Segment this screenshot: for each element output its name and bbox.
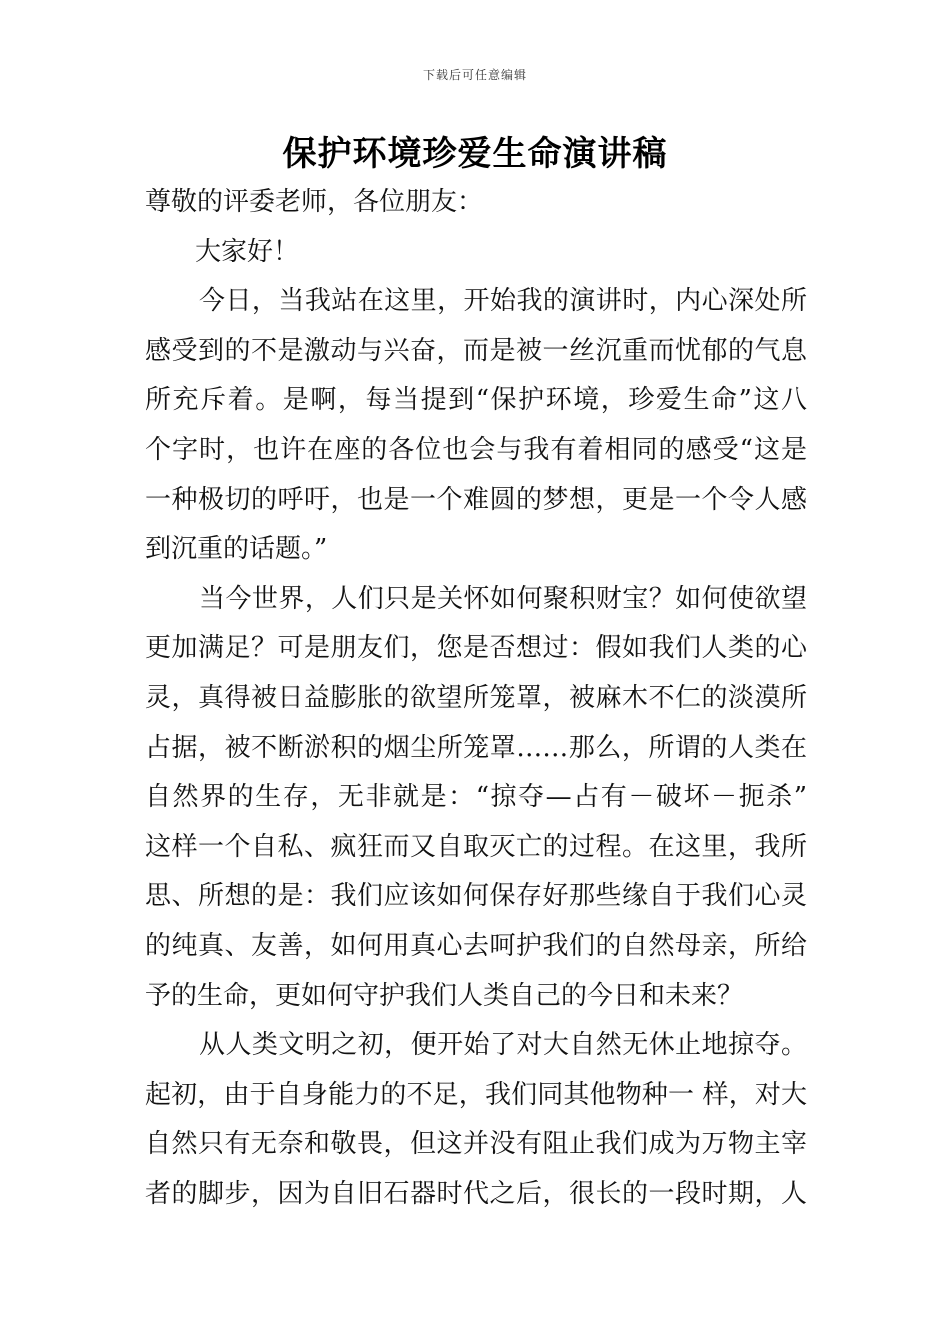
paragraph-line: 的纯真、友善，如何用真心去呵护我们的自然母亲，所给 — [145, 930, 807, 961]
paragraph-line: 起初，由于自身能力的不足，我们同其他物种一 样，对大 — [145, 1079, 807, 1110]
paragraph-line: 予的生命，更如何守护我们人类自己的今日和未来？ — [145, 980, 744, 1011]
paragraph-line: 一种极切的呼吁，也是一个难圆的梦想，更是一个令人感 — [145, 484, 807, 515]
paragraph-line: 自然界的生存，无非就是：“掠夺—占有－破坏－扼杀” — [145, 782, 807, 813]
paragraph-line: 个字时，也许在座的各位也会与我有着相同的感受“这是 — [145, 434, 807, 465]
paragraph-1 — [145, 277, 807, 575]
greeting: 大家好！ — [195, 236, 300, 267]
paragraph-line: 到沉重的话题。” — [145, 534, 328, 565]
paragraph-line: 灵，真得被日益膨胀的欲望所笼罩，被麻木不仁的淡漠所 — [145, 682, 807, 713]
paragraph-2 — [145, 575, 807, 1021]
speech-body — [145, 178, 807, 1219]
paragraph-line: 今日，当我站在这里，开始我的演讲时，内心深处所 — [199, 286, 807, 317]
paragraph-line: 所充斥着。是啊，每当提到“保护环境，珍爱生命”这八 — [145, 385, 807, 416]
paragraph-line: 者的脚步，因为自旧石器时代之后，很长的一段时期，人 — [145, 1178, 807, 1209]
page-title: 保护环境珍爱生命演讲稿 — [282, 134, 668, 174]
paragraph-line: 感受到的不是激动与兴奋，而是被一丝沉重而忧郁的气息 — [145, 335, 807, 366]
paragraph-line: 更加满足？可是朋友们，您是否想过：假如我们人类的心 — [145, 633, 807, 664]
paragraph-line: 占据，被不断淤积的烟尘所笼罩……那么，所谓的人类在 — [145, 732, 807, 763]
paragraph-line: 从人类文明之初，便开始了对大自然无休止地掠夺。 — [199, 1030, 807, 1061]
paragraph-line: 思、所想的是：我们应该如何保存好那些缘自于我们心灵 — [145, 881, 807, 912]
paragraph-line: 自然只有无奈和敬畏，但这并没有阻止我们成为万物主宰 — [145, 1129, 807, 1160]
salutation: 尊敬的评委老师，各位朋友： — [145, 187, 484, 217]
paragraph-line: 这样一个自私、疯狂而又自取灭亡的过程。在这里，我所 — [145, 831, 807, 862]
paragraph-3 — [145, 1021, 807, 1219]
header-note: 下载后可任意编辑 — [422, 68, 527, 82]
paragraph-line: 当今世界，人们只是关怀如何聚积财宝？如何使欲望 — [199, 583, 807, 614]
